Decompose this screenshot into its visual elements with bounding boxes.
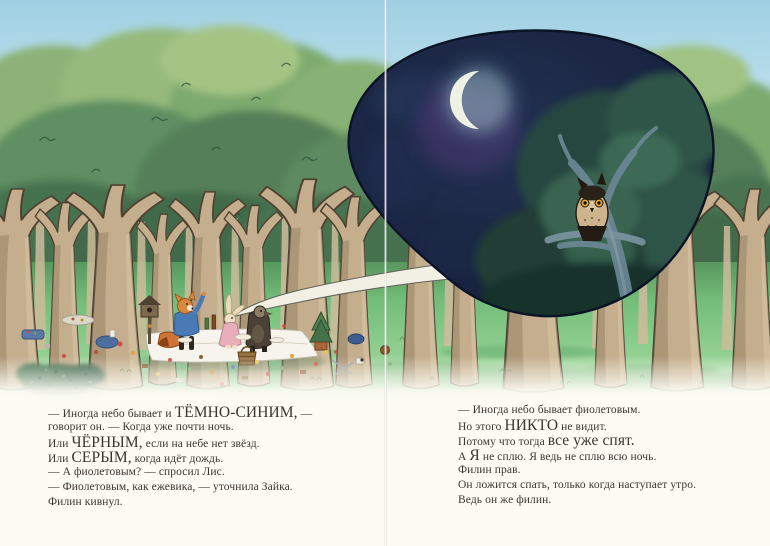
story-line: — А фиолетовым? — спросил Лис. bbox=[48, 466, 225, 478]
center-fold bbox=[384, 0, 387, 546]
story-line: — Фиолетовым, как ежевика, — уточнила Зайка. bbox=[48, 481, 293, 493]
left-page-text bbox=[48, 405, 312, 510]
story-line: Или СЕРЫМ, когда идёт дождь. bbox=[48, 449, 224, 466]
story-line: Или ЧЁРНЫМ, если на небе нет звёзд. bbox=[48, 434, 260, 451]
right-page-text bbox=[458, 403, 696, 508]
story-line: Филин кивнул. bbox=[48, 496, 123, 508]
badger-character bbox=[246, 306, 273, 352]
story-line: А Я не сплю. Я ведь не сплю всю ночь. bbox=[458, 447, 657, 464]
story-line: — Иногда небо бывает и ТЁМНО-СИНИМ, — bbox=[48, 404, 313, 421]
story-line: Но этого НИКТО не видит. bbox=[458, 417, 607, 434]
story-line: Филин прав. bbox=[458, 464, 521, 476]
story-line: Потому что тогда все уже спят. bbox=[458, 432, 635, 449]
story-line: Ведь он же филин. bbox=[458, 494, 552, 506]
story-line: — Иногда небо бывает фиолетовым. bbox=[458, 404, 641, 416]
story-line: говорит он. — Когда уже почти ночь. bbox=[48, 421, 234, 433]
story-line: Он ложится спать, только когда наступает утро. bbox=[458, 479, 697, 491]
